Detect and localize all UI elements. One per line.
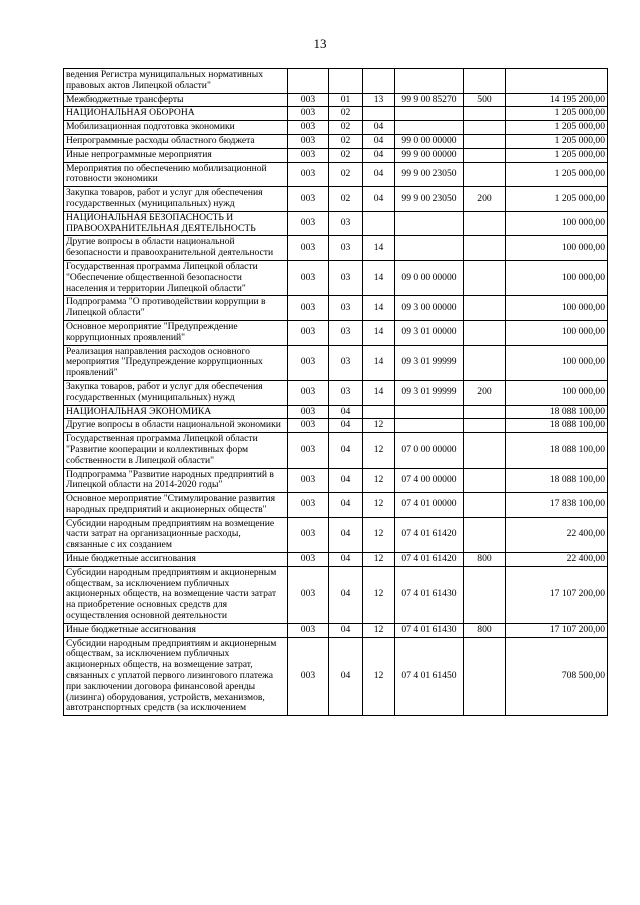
cell-gr: 003 bbox=[288, 134, 329, 148]
cell-cs: 09 0 00 00000 bbox=[395, 260, 464, 295]
cell-rz: 02 bbox=[329, 162, 363, 187]
cell-pr bbox=[363, 211, 395, 236]
cell-name: НАЦИОНАЛЬНАЯ ЭКОНОМИКА bbox=[64, 405, 288, 419]
cell-rz: 01 bbox=[329, 93, 363, 107]
cell-name: Субсидии народным предприятиям на возмещение части затрат на организационные расходы, связанные с их созданием bbox=[64, 517, 288, 552]
cell-cs: 09 3 01 00000 bbox=[395, 320, 464, 345]
cell-pr: 13 bbox=[363, 93, 395, 107]
cell-vr: 800 bbox=[464, 553, 506, 567]
page-number: 13 bbox=[313, 36, 327, 51]
cell-sum: 17 107 200,00 bbox=[506, 566, 608, 623]
cell-sum: 14 195 200,00 bbox=[506, 93, 608, 107]
cell-vr: 500 bbox=[464, 93, 506, 107]
cell-gr: 003 bbox=[288, 433, 329, 468]
cell-name: НАЦИОНАЛЬНАЯ ОБОРОНА bbox=[64, 107, 288, 121]
cell-pr bbox=[363, 405, 395, 419]
cell-gr: 003 bbox=[288, 493, 329, 518]
cell-rz: 04 bbox=[329, 433, 363, 468]
table-row bbox=[64, 433, 608, 468]
cell-name: Другие вопросы в области национальной экономики bbox=[64, 419, 288, 433]
cell-pr: 14 bbox=[363, 320, 395, 345]
cell-rz bbox=[329, 69, 363, 94]
table-row bbox=[64, 517, 608, 552]
cell-pr: 04 bbox=[363, 121, 395, 135]
cell-vr bbox=[464, 211, 506, 236]
cell-sum: 1 205 000,00 bbox=[506, 134, 608, 148]
cell-gr: 003 bbox=[288, 260, 329, 295]
cell-vr bbox=[464, 345, 506, 380]
cell-vr bbox=[464, 566, 506, 623]
cell-cs: 07 4 01 61420 bbox=[395, 553, 464, 567]
table-row bbox=[64, 345, 608, 380]
cell-pr bbox=[363, 69, 395, 94]
cell-cs bbox=[395, 419, 464, 433]
table-row bbox=[64, 69, 608, 94]
cell-cs: 09 3 01 99999 bbox=[395, 380, 464, 405]
cell-pr: 14 bbox=[363, 296, 395, 321]
cell-pr: 12 bbox=[363, 493, 395, 518]
cell-vr: 800 bbox=[464, 623, 506, 637]
cell-rz: 03 bbox=[329, 260, 363, 295]
cell-pr: 04 bbox=[363, 162, 395, 187]
cell-rz: 02 bbox=[329, 107, 363, 121]
cell-rz: 03 bbox=[329, 320, 363, 345]
cell-gr: 003 bbox=[288, 517, 329, 552]
cell-pr: 04 bbox=[363, 148, 395, 162]
cell-cs bbox=[395, 107, 464, 121]
table-row bbox=[64, 296, 608, 321]
cell-vr bbox=[464, 236, 506, 261]
cell-sum: 100 000,00 bbox=[506, 380, 608, 405]
cell-gr: 003 bbox=[288, 121, 329, 135]
budget-table-body bbox=[64, 69, 608, 716]
cell-pr: 12 bbox=[363, 433, 395, 468]
cell-gr: 003 bbox=[288, 468, 329, 493]
table-row bbox=[64, 405, 608, 419]
budget-table bbox=[63, 68, 608, 716]
cell-gr: 003 bbox=[288, 566, 329, 623]
cell-gr: 003 bbox=[288, 345, 329, 380]
cell-name: Мероприятия по обеспечению мобилизационной готовности экономики bbox=[64, 162, 288, 187]
cell-name: ведения Регистра муниципальных нормативных правовых актов Липецкой области" bbox=[64, 69, 288, 94]
cell-pr: 12 bbox=[363, 637, 395, 716]
table-row bbox=[64, 162, 608, 187]
cell-gr: 003 bbox=[288, 187, 329, 212]
cell-name: Закупка товаров, работ и услуг для обеспечения государственных (муниципальных) нужд bbox=[64, 187, 288, 212]
cell-name: Непрограммные расходы областного бюджета bbox=[64, 134, 288, 148]
cell-name: Государственная программа Липецкой области "Развитие кооперации и коллективных форм собственности в Липецкой области" bbox=[64, 433, 288, 468]
cell-sum: 18 088 100,00 bbox=[506, 405, 608, 419]
table-row bbox=[64, 236, 608, 261]
cell-vr bbox=[464, 468, 506, 493]
cell-cs: 07 4 00 00000 bbox=[395, 468, 464, 493]
table-row bbox=[64, 107, 608, 121]
cell-gr: 003 bbox=[288, 93, 329, 107]
table-row bbox=[64, 553, 608, 567]
cell-name: Реализация направления расходов основного мероприятия "Предупреждение коррупционных проявлений" bbox=[64, 345, 288, 380]
cell-rz: 04 bbox=[329, 493, 363, 518]
cell-sum: 100 000,00 bbox=[506, 260, 608, 295]
cell-sum: 100 000,00 bbox=[506, 236, 608, 261]
cell-vr: 200 bbox=[464, 380, 506, 405]
cell-cs: 07 0 00 00000 bbox=[395, 433, 464, 468]
table-row bbox=[64, 468, 608, 493]
cell-rz: 02 bbox=[329, 148, 363, 162]
cell-vr bbox=[464, 296, 506, 321]
cell-gr: 003 bbox=[288, 637, 329, 716]
cell-rz: 04 bbox=[329, 419, 363, 433]
table-row bbox=[64, 134, 608, 148]
cell-name: Межбюджетные трансферты bbox=[64, 93, 288, 107]
cell-sum bbox=[506, 69, 608, 94]
cell-vr bbox=[464, 148, 506, 162]
cell-pr: 12 bbox=[363, 419, 395, 433]
cell-name: Государственная программа Липецкой области "Обеспечение общественной безопасности населения и территории Липецкой области" bbox=[64, 260, 288, 295]
cell-sum: 22 400,00 bbox=[506, 517, 608, 552]
cell-cs: 07 4 01 00000 bbox=[395, 493, 464, 518]
table-row bbox=[64, 93, 608, 107]
cell-name: НАЦИОНАЛЬНАЯ БЕЗОПАСНОСТЬ И ПРАВООХРАНИТЕЛЬНАЯ ДЕЯТЕЛЬНОСТЬ bbox=[64, 211, 288, 236]
cell-pr: 04 bbox=[363, 134, 395, 148]
cell-rz: 03 bbox=[329, 211, 363, 236]
cell-gr: 003 bbox=[288, 405, 329, 419]
table-row bbox=[64, 187, 608, 212]
cell-rz: 04 bbox=[329, 405, 363, 419]
cell-vr bbox=[464, 433, 506, 468]
cell-vr bbox=[464, 134, 506, 148]
cell-gr: 003 bbox=[288, 107, 329, 121]
cell-rz: 04 bbox=[329, 468, 363, 493]
cell-name: Иные бюджетные ассигнования bbox=[64, 623, 288, 637]
cell-rz: 03 bbox=[329, 345, 363, 380]
cell-rz: 03 bbox=[329, 236, 363, 261]
cell-gr: 003 bbox=[288, 380, 329, 405]
table-row bbox=[64, 148, 608, 162]
cell-sum: 18 088 100,00 bbox=[506, 433, 608, 468]
cell-cs: 07 4 01 61420 bbox=[395, 517, 464, 552]
cell-sum: 22 400,00 bbox=[506, 553, 608, 567]
cell-cs: 07 4 01 61450 bbox=[395, 637, 464, 716]
cell-cs: 99 0 00 00000 bbox=[395, 134, 464, 148]
table-row bbox=[64, 260, 608, 295]
cell-sum: 17 838 100,00 bbox=[506, 493, 608, 518]
cell-sum: 1 205 000,00 bbox=[506, 107, 608, 121]
cell-vr bbox=[464, 493, 506, 518]
cell-name: Подпрограмма "О противодействии коррупции в Липецкой области" bbox=[64, 296, 288, 321]
table-row bbox=[64, 211, 608, 236]
cell-sum: 708 500,00 bbox=[506, 637, 608, 716]
cell-gr: 003 bbox=[288, 419, 329, 433]
cell-sum: 100 000,00 bbox=[506, 296, 608, 321]
cell-sum: 1 205 000,00 bbox=[506, 162, 608, 187]
table-row bbox=[64, 121, 608, 135]
cell-name: Субсидии народным предприятиям и акционерным обществам, за исключением публичных акционерных обществ, на возмещение части затрат на приобретение основных средств для осуществления основной деятельности bbox=[64, 566, 288, 623]
cell-pr: 12 bbox=[363, 517, 395, 552]
cell-pr: 14 bbox=[363, 260, 395, 295]
cell-name: Субсидии народным предприятиям и акционерным обществам, за исключением публичных акционерных обществ, на возмещение затрат, связанных с уплатой первого лизингового платежа при заключении договора финансовой аренды (лизинга) оборудования, устройств, механизмов, автотранспортных средств (за исключением bbox=[64, 637, 288, 716]
cell-sum: 18 088 100,00 bbox=[506, 468, 608, 493]
cell-sum: 1 205 000,00 bbox=[506, 148, 608, 162]
cell-cs: 09 3 00 00000 bbox=[395, 296, 464, 321]
cell-cs: 99 9 00 00000 bbox=[395, 148, 464, 162]
cell-sum: 1 205 000,00 bbox=[506, 121, 608, 135]
cell-sum: 100 000,00 bbox=[506, 211, 608, 236]
cell-vr bbox=[464, 69, 506, 94]
cell-cs: 07 4 01 61430 bbox=[395, 623, 464, 637]
cell-gr: 003 bbox=[288, 211, 329, 236]
cell-name: Другие вопросы в области национальной безопасности и правоохранительной деятельности bbox=[64, 236, 288, 261]
cell-pr: 14 bbox=[363, 345, 395, 380]
table-row bbox=[64, 566, 608, 623]
cell-name: Иные бюджетные ассигнования bbox=[64, 553, 288, 567]
cell-vr bbox=[464, 517, 506, 552]
cell-vr bbox=[464, 107, 506, 121]
cell-cs: 07 4 01 61430 bbox=[395, 566, 464, 623]
cell-gr: 003 bbox=[288, 162, 329, 187]
cell-cs: 99 9 00 23050 bbox=[395, 187, 464, 212]
cell-vr bbox=[464, 419, 506, 433]
cell-gr: 003 bbox=[288, 320, 329, 345]
cell-rz: 02 bbox=[329, 134, 363, 148]
cell-rz: 04 bbox=[329, 566, 363, 623]
cell-sum: 1 205 000,00 bbox=[506, 187, 608, 212]
cell-sum: 17 107 200,00 bbox=[506, 623, 608, 637]
cell-rz: 03 bbox=[329, 380, 363, 405]
cell-cs bbox=[395, 405, 464, 419]
cell-rz: 04 bbox=[329, 623, 363, 637]
cell-sum: 100 000,00 bbox=[506, 320, 608, 345]
table-row bbox=[64, 320, 608, 345]
cell-gr bbox=[288, 69, 329, 94]
table-row bbox=[64, 380, 608, 405]
cell-cs bbox=[395, 69, 464, 94]
cell-name: Мобилизационная подготовка экономики bbox=[64, 121, 288, 135]
cell-vr bbox=[464, 260, 506, 295]
cell-cs: 99 9 00 85270 bbox=[395, 93, 464, 107]
cell-rz: 02 bbox=[329, 121, 363, 135]
cell-pr: 12 bbox=[363, 566, 395, 623]
cell-cs bbox=[395, 121, 464, 135]
cell-vr bbox=[464, 162, 506, 187]
cell-name: Иные непрограммные мероприятия bbox=[64, 148, 288, 162]
cell-vr bbox=[464, 405, 506, 419]
cell-vr: 200 bbox=[464, 187, 506, 212]
cell-gr: 003 bbox=[288, 148, 329, 162]
cell-vr bbox=[464, 637, 506, 716]
cell-cs bbox=[395, 236, 464, 261]
cell-name: Закупка товаров, работ и услуг для обеспечения государственных (муниципальных) нужд bbox=[64, 380, 288, 405]
table-row bbox=[64, 419, 608, 433]
cell-pr: 14 bbox=[363, 236, 395, 261]
cell-vr bbox=[464, 320, 506, 345]
cell-rz: 04 bbox=[329, 553, 363, 567]
cell-sum: 100 000,00 bbox=[506, 345, 608, 380]
table-row bbox=[64, 637, 608, 716]
cell-pr: 14 bbox=[363, 380, 395, 405]
cell-sum: 18 088 100,00 bbox=[506, 419, 608, 433]
table-row bbox=[64, 623, 608, 637]
cell-name: Основное мероприятие "Предупреждение коррупционных проявлений" bbox=[64, 320, 288, 345]
cell-rz: 04 bbox=[329, 517, 363, 552]
cell-rz: 03 bbox=[329, 296, 363, 321]
cell-gr: 003 bbox=[288, 236, 329, 261]
cell-cs bbox=[395, 211, 464, 236]
cell-pr: 12 bbox=[363, 553, 395, 567]
cell-pr: 12 bbox=[363, 623, 395, 637]
cell-name: Подпрограмма "Развитие народных предприятий в Липецкой области на 2014-2020 годы" bbox=[64, 468, 288, 493]
cell-gr: 003 bbox=[288, 623, 329, 637]
cell-pr: 04 bbox=[363, 187, 395, 212]
cell-gr: 003 bbox=[288, 296, 329, 321]
cell-cs: 99 9 00 23050 bbox=[395, 162, 464, 187]
cell-rz: 02 bbox=[329, 187, 363, 212]
cell-cs: 09 3 01 99999 bbox=[395, 345, 464, 380]
cell-vr bbox=[464, 121, 506, 135]
cell-gr: 003 bbox=[288, 553, 329, 567]
cell-rz: 04 bbox=[329, 637, 363, 716]
cell-pr: 12 bbox=[363, 468, 395, 493]
cell-name: Основное мероприятие "Стимулирование развития народных предприятий и акционерных обществ" bbox=[64, 493, 288, 518]
table-row bbox=[64, 493, 608, 518]
cell-pr bbox=[363, 107, 395, 121]
